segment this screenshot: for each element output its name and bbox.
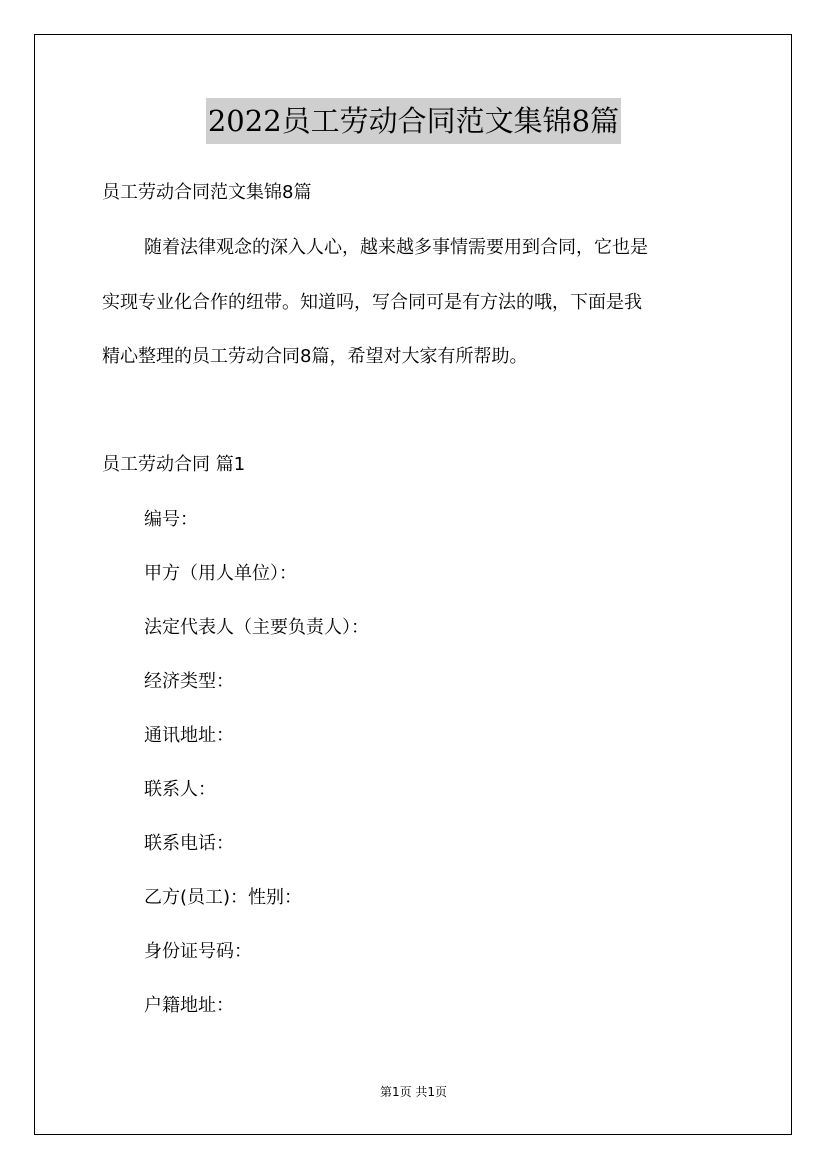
title-container: [0, 98, 827, 144]
intro-line-1: 随着法律观念的深入人心，越来越多事情需要用到合同，它也是: [144, 237, 648, 258]
field-economic-type: 经济类型：: [144, 671, 234, 692]
field-contact-phone: 联系电话：: [144, 833, 234, 854]
page-footer: 第1页 共1页: [379, 1085, 448, 1099]
field-household-address: 户籍地址：: [144, 995, 234, 1016]
field-address: 通讯地址：: [144, 725, 234, 746]
document-title: 2022员工劳动合同范文集锦8篇: [206, 98, 621, 144]
intro-line-2: 实现专业化合作的纽带。知道吗，写合同可是有方法的哦，下面是我: [102, 292, 642, 313]
intro-line-3: 精心整理的员工劳动合同8篇，希望对大家有所帮助。: [102, 346, 528, 367]
field-contact-person: 联系人：: [144, 779, 216, 800]
document-subtitle: 员工劳动合同范文集锦8篇: [102, 182, 312, 203]
field-party-b: 乙方(员工)：性别：: [144, 887, 303, 908]
field-party-a: 甲方（用人单位）：: [144, 563, 297, 584]
section-heading: 员工劳动合同 篇1: [102, 454, 246, 475]
field-number: 编号：: [144, 509, 198, 530]
field-id-number: 身份证号码：: [144, 941, 252, 962]
field-legal-representative: 法定代表人（主要负责人）：: [144, 617, 369, 638]
